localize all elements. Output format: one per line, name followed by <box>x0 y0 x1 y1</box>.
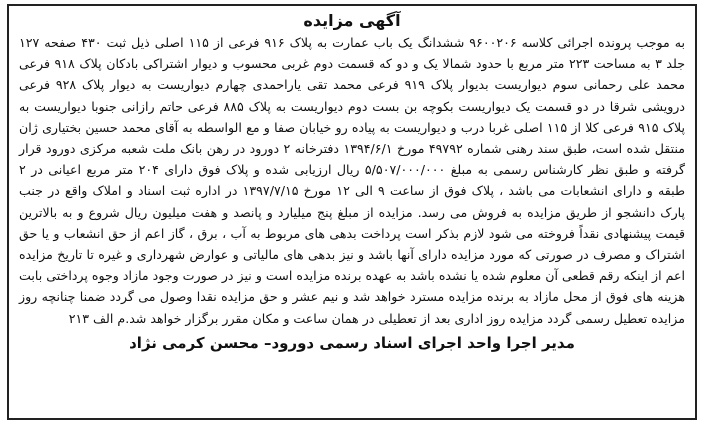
notice-signature: مدیر اجرا واحد اجرای اسناد رسمی دورود– محسن کرمی نژاد <box>129 333 575 352</box>
notice-title: آگهی مزایده <box>303 11 401 30</box>
auction-notice <box>7 4 697 420</box>
notice-body: به موجب پرونده اجرائی کلاسه ۹۶۰۰۲۰۶ ششدانگ یک باب عمارت به پلاک ۹۱۶ فرعی از ۱۱۵ اصلی ذیل ثبت ۴۳۰ صفحه ۱۲۷ جلد ۳ به مساحت ۲۲۳ متر مربع با حدود شمالا یک و دو که قسمت دوم غربی محسوب و دیوار اشتراکی بادکان پلاک ۹۱۸ فرعی محمد علی رحمانی سوم دیواریست بدیوار پلاک ۹۱۹ فرعی محمد تقی یاراحمدی چهارم دیواریست به دیوار پلاک ۹۲۸ فرعی درویشی شرقا در دو قسمت یک دیواریست بکوچه بن بست دوم دیواریست به پلاک ۸۸۵ فرعی حاتم رازانی جنوبا دیواریست به پلاک ۹۱۵ فرعی کلا از ۱۱۵ اصلی غربا درب و دیواریست به پیاده رو خیابان صفا و مع الواسطه به آقای محمد حسین بختیاری ژان منتقل شده است، طبق سند رهنی شماره ۴۹۷۹۲ مورخ ۱۳۹۴/۶/۱ دفترخانه ۲ دورود در رهن بانک ملت شعبه مرکزی دورود قرار گرفته و طبق نظر کارشناس رسمی به مبلغ ۵/۵۰۷/۰۰۰/۰۰۰ ریال ارزیابی شده و پلاک فوق دارای ۲۰۴ متر مربع اعیانی در ۲ طبقه و دارای انشعابات می باشد ، پلاک فوق از ساعت ۹ الی ۱۲ مورخ ۱۳۹۷/۷/۱۵ در اداره ثبت اسناد و املاک واقع در جنب پارک دانشجو از طریق مزایده به فروش می رسد. مزایده از مبلغ پنج میلیارد و پانصد و هفت میلیون ریال شروع و به بالاترین قیمت پیشنهادی نقداً فروخته می شود لازم بذکر است پرداخت بدهی های مربوط به آب ، برق ، گاز اعم از حق انشعاب و یا حق اشتراک و مصرف در صورتی که مورد مزایده دارای آنها باشد و نیز بدهی های مالیاتی و عوارض شهرداری و غیره تا تاریخ مزایده اعم از اینکه رقم قطعی آن معلوم شده یا نشده باشد به عهده برنده مزایده است و نیز در صورت وجود مازاد وجوه پرداختی بابت هزینه های فوق از محل مازاد به برنده مزایده مسترد خواهد شد و نیم عشر و حق مزایده نقدا وصول می گردد ضمنا چنانچه روز مزایده تعطیل رسمی گردد مزایده روز اداری بعد از تعطیلی در همان ساعت و مکان مقرر برگزار خواهد شد.م الف ۲۱۳ <box>19 35 686 326</box>
